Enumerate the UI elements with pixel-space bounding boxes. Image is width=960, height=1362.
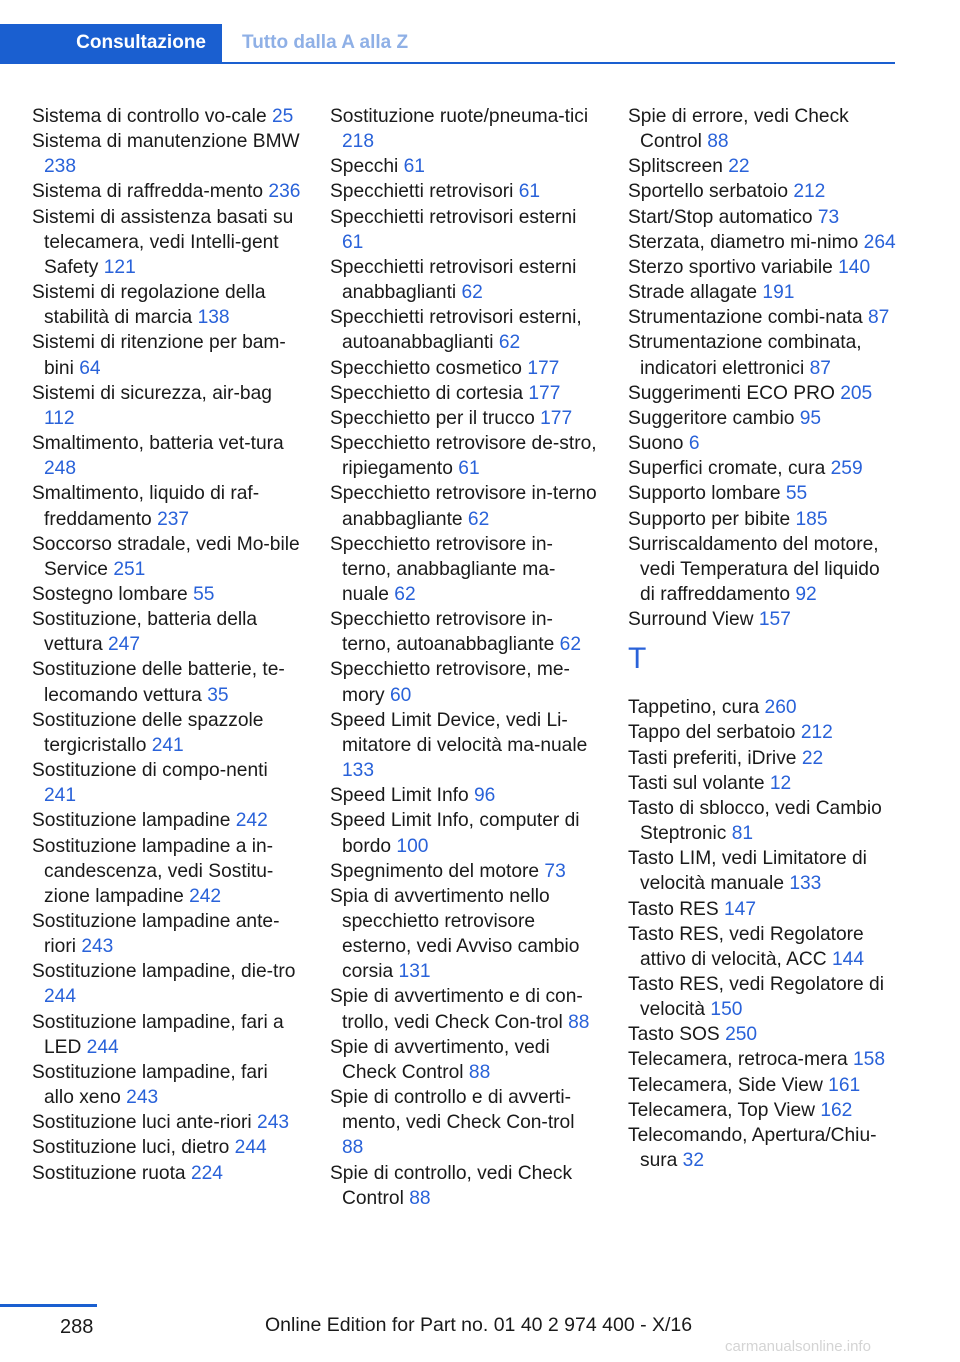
index-entry [330, 205, 600, 255]
index-entry [32, 431, 302, 481]
index-entry [628, 607, 898, 632]
page-link[interactable]: 133 [342, 760, 375, 782]
index-entry [628, 897, 898, 922]
index-entry-text: Tasto SOS [628, 1024, 720, 1046]
page-link[interactable]: 260 [764, 697, 797, 719]
tab-tutto-dalla-a-alla-z[interactable]: Tutto dalla A alla Z [242, 32, 409, 53]
page-link[interactable]: 236 [268, 181, 301, 203]
index-entry-text: Sterzata, diametro mi-nimo [628, 231, 859, 253]
page-link[interactable]: 205 [840, 382, 873, 404]
index-entry [628, 406, 898, 431]
index-entry [32, 205, 302, 280]
page-link[interactable]: 81 [731, 823, 754, 845]
index-entry-text: Sostituzione lampadine [32, 810, 231, 832]
edition-info: Online Edition for Part no. 01 40 2 974 400 - X/16 [265, 1314, 693, 1336]
page-link[interactable]: 162 [820, 1099, 853, 1121]
index-entry [628, 507, 898, 532]
page-link[interactable]: 150 [710, 999, 743, 1021]
index-entry [628, 154, 898, 179]
index-column-1 [32, 104, 302, 1186]
index-entry-text: Surriscaldamento del motore, vedi Temperatura del liquido di raffreddamento [628, 533, 880, 605]
page-header [0, 24, 895, 64]
index-entry [628, 205, 898, 230]
index-entry-text: Specchietto cosmetico [330, 357, 522, 379]
page-link[interactable]: 244 [44, 986, 77, 1008]
index-entry-text: Specchietto retrovisore in-terno anabbagliante [330, 483, 597, 530]
index-entry-text: Tasto di sblocco, vedi Cambio Steptronic [628, 797, 882, 845]
index-entry [330, 305, 600, 355]
page-link[interactable]: 60 [389, 684, 412, 706]
page-link[interactable]: 212 [800, 722, 833, 744]
index-entry-text: Tasto LIM, vedi Limitatore di velocità manuale [628, 848, 867, 895]
index-entry-text: Soccorso stradale, vedi Mo-bile Service [32, 533, 300, 580]
page-link[interactable]: 64 [79, 357, 101, 379]
page-link[interactable]: 87 [867, 307, 890, 329]
index-entry-text: Speed Limit Info [330, 785, 469, 807]
page-link[interactable]: 238 [44, 156, 77, 178]
page-link[interactable]: 95 [799, 407, 822, 429]
index-entry [32, 708, 302, 758]
index-entry [32, 582, 302, 607]
index-entry-text: Sistemi di assistenza basati su telecamera, vedi Intelli-gent Safety [32, 206, 294, 278]
index-entry [330, 406, 600, 431]
index-entry-text: Strumentazione combi-nata [628, 307, 863, 329]
index-entry [330, 657, 600, 707]
index-entry [32, 1060, 302, 1110]
index-entry [628, 1073, 898, 1098]
page-link[interactable]: 140 [838, 256, 871, 278]
index-entry [32, 129, 302, 179]
page-link[interactable]: 62 [498, 332, 521, 354]
page-link[interactable]: 121 [103, 256, 136, 278]
index-entry [330, 255, 600, 305]
index-entry [32, 959, 302, 1009]
index-entry [330, 532, 600, 607]
index-entry [330, 104, 600, 154]
index-entry [330, 431, 600, 481]
index-entry [330, 154, 600, 179]
page-link[interactable]: 244 [86, 1036, 119, 1058]
page-link[interactable]: 88 [468, 1061, 491, 1083]
page-link[interactable]: 35 [207, 684, 229, 706]
index-entry-text: Sistema di controllo vo-cale [32, 106, 267, 127]
index-entry-text: Smaltimento, batteria vet-tura [32, 433, 284, 455]
index-entry [32, 381, 302, 431]
page-link[interactable]: 259 [830, 458, 863, 480]
page-link[interactable]: 241 [44, 785, 77, 807]
index-entry-text: Spie di controllo, vedi Check Control [330, 1162, 573, 1209]
index-entry [628, 695, 898, 720]
page-link[interactable]: 61 [342, 231, 364, 253]
index-entry [32, 909, 302, 959]
index-entry [330, 481, 600, 531]
index-entry-text: Superfici cromate, cura [628, 458, 826, 480]
index-entry [628, 431, 898, 456]
index-entry-text: Tappo del serbatoio [628, 722, 796, 744]
index-entry [32, 657, 302, 707]
index-entry [32, 280, 302, 330]
page-link[interactable]: 133 [789, 873, 822, 895]
index-entry [628, 796, 898, 846]
index-entry-text: Spegnimento del motore [330, 860, 540, 882]
index-entry [628, 1047, 898, 1072]
index-entry [628, 922, 898, 972]
index-entry [330, 179, 600, 204]
index-column-3 [628, 104, 898, 1173]
page-link[interactable]: 87 [809, 357, 831, 379]
index-entry-text: Specchietto retrovisore in-terno, autoanabbagliante [330, 609, 555, 656]
page-link[interactable]: 61 [403, 156, 425, 178]
index-entry [32, 179, 302, 204]
index-entry [330, 381, 600, 406]
page-link[interactable]: 6 [688, 433, 700, 455]
index-entry-text: Specchi [330, 156, 399, 178]
index-entry-text: Sostituzione lampadine, fari allo xeno [32, 1061, 268, 1109]
index-entry-text: Sistema di raffredda-mento [32, 181, 264, 203]
page-link[interactable]: 243 [81, 936, 114, 958]
index-entry [32, 104, 302, 129]
page-link[interactable]: 177 [527, 357, 560, 379]
page-link[interactable]: 147 [724, 898, 757, 920]
page-link[interactable]: 218 [342, 131, 375, 153]
index-entry-text: Start/Stop automatico [628, 206, 813, 228]
page-link[interactable]: 96 [474, 785, 496, 807]
index-entry-text: Specchietti retrovisori [330, 181, 514, 203]
index-entry [32, 808, 302, 833]
index-entry-text: Sostituzione lampadine, fari a LED [32, 1011, 284, 1058]
index-entry [32, 607, 302, 657]
index-entry-text: Suggeritore cambio [628, 407, 795, 429]
index-entry [330, 607, 600, 657]
page-link[interactable]: 12 [769, 772, 792, 794]
index-entry [32, 1135, 302, 1160]
page-link[interactable]: 62 [559, 634, 581, 656]
index-entry-text: Sostituzione, batteria della vettura [32, 609, 258, 656]
page-link[interactable]: 62 [394, 583, 416, 605]
index-entry-text: Sterzo sportivo variabile [628, 256, 833, 278]
index-entry-text: Telecamera, Top View [628, 1099, 815, 1121]
index-entry-text: Spie di controllo e di avverti-mento, vedi Check Con-trol [330, 1087, 575, 1134]
index-entry-text: Sostituzione ruote/pneuma-tici [330, 106, 589, 127]
page-link[interactable]: 241 [151, 734, 184, 756]
index-entry-text: Sistemi di ritenzione per bam-bini [32, 332, 286, 379]
index-entry [32, 1010, 302, 1060]
index-entry-text: Surround View [628, 609, 754, 631]
page-link[interactable]: 88 [568, 1011, 590, 1033]
index-entry-text: Smaltimento, liquido di raf-freddamento [32, 483, 260, 530]
index-entry [628, 280, 898, 305]
index-entry-text: Tasto RES [628, 898, 719, 920]
index-entry [628, 972, 898, 1022]
page-link[interactable]: 177 [540, 407, 573, 429]
index-entry [628, 230, 898, 255]
index-entry [32, 330, 302, 380]
index-entry [32, 532, 302, 582]
index-entry-text: Strumentazione combinata, indicatori elettronici [628, 332, 862, 379]
page-link[interactable]: 73 [817, 206, 840, 228]
page-link[interactable]: 62 [461, 282, 483, 304]
index-entry-text: Speed Limit Device, vedi Li-mitatore di velocità ma-nuale [330, 709, 588, 756]
index-column-2 [330, 104, 600, 1211]
page-link[interactable]: 88 [342, 1137, 364, 1159]
page-link[interactable]: 131 [398, 961, 431, 983]
index-entry [330, 808, 600, 858]
index-entry [628, 179, 898, 204]
page-link[interactable]: 250 [725, 1024, 758, 1046]
index-entry-text: Sistema di manutenzione BMW [32, 131, 300, 153]
index-entry-text: Tasto RES, vedi Regolatore di velocità [628, 974, 884, 1021]
index-entry-text: Spie di avvertimento, vedi Check Control [330, 1036, 550, 1083]
page-link[interactable]: 251 [113, 558, 146, 580]
index-entry [32, 1161, 302, 1186]
index-entry-text: Specchietto retrovisore de-stro, ripiegamento [330, 433, 597, 480]
index-entry [32, 758, 302, 808]
page-link[interactable]: 237 [157, 508, 190, 530]
page-link[interactable]: 161 [828, 1074, 861, 1096]
index-entry [628, 1098, 898, 1123]
page-link[interactable]: 242 [189, 885, 222, 907]
page-link[interactable]: 100 [396, 835, 429, 857]
index-entry-text: Sostituzione lampadine a in-candescenza, vedi Sostitu-zione lampadine [32, 835, 274, 907]
index-entry-text: Tasto RES, vedi Regolatore attivo di velocità, ACC [628, 923, 864, 970]
index-column-3-s-entries [628, 104, 898, 632]
index-entry-text: Sostituzione luci, dietro [32, 1137, 230, 1159]
index-entry-text: Sostituzione luci ante-riori [32, 1112, 252, 1134]
page-link[interactable]: 243 [126, 1087, 159, 1109]
watermark: carmanualsonline.info [725, 1338, 871, 1355]
index-entry-text: Sostituzione delle spazzole tergicristallo [32, 709, 264, 756]
page-link[interactable]: 73 [544, 860, 566, 882]
page-link[interactable]: 61 [518, 181, 541, 203]
index-entry-text: Specchietto di cortesia [330, 382, 524, 404]
index-entry [330, 708, 600, 783]
index-entry [628, 330, 898, 380]
index-entry [628, 305, 898, 330]
index-entry [32, 834, 302, 909]
index-entry-text: Specchietto retrovisore in-terno, anabbagliante ma-nuale [330, 533, 556, 605]
tab-consultazione[interactable]: Consultazione [0, 24, 222, 62]
index-entry [628, 1022, 898, 1047]
page-link[interactable]: 22 [801, 747, 824, 769]
index-entry-text: Supporto lombare [628, 483, 781, 505]
index-entry [330, 783, 600, 808]
page-link[interactable]: 191 [762, 282, 795, 304]
page-number: 288 [60, 1316, 94, 1338]
index-entry-text: Strade allagate [628, 282, 758, 304]
page-link[interactable]: 62 [467, 508, 490, 530]
page-link[interactable]: 212 [793, 181, 826, 203]
index-entry [628, 381, 898, 406]
index-entry-text: Sostituzione lampadine, die-tro [32, 961, 296, 983]
index-entry-text: Spie di avvertimento e di con-trollo, vedi Check Con-trol [330, 986, 583, 1033]
page-link[interactable]: 185 [795, 508, 828, 530]
index-entry-text: Specchietto retrovisore, me-mory [330, 659, 570, 706]
index-entry [628, 255, 898, 280]
index-entry [628, 481, 898, 506]
page-link[interactable]: 248 [44, 458, 77, 480]
index-entry [330, 859, 600, 884]
index-entry-text: Telecamera, Side View [628, 1074, 823, 1096]
index-entry-text: Telecomando, Apertura/Chiu-sura [628, 1124, 877, 1172]
index-entry-text: Specchietto per il trucco [330, 407, 535, 429]
index-entry-text: Sportello serbatoio [628, 181, 788, 203]
index-entry-text: Sostituzione ruota [32, 1162, 186, 1184]
page-link[interactable]: 177 [528, 382, 561, 404]
page-link[interactable]: 55 [785, 483, 808, 505]
index-entry-text: Specchietti retrovisori esterni, autoanabbaglianti [330, 307, 582, 354]
index-entry [330, 1035, 600, 1085]
index-section-t-entries [628, 695, 898, 1173]
index-entry-text: Tappetino, cura [628, 697, 760, 719]
index-entry [32, 481, 302, 531]
index-entry-text: Sostituzione delle batterie, te-lecomando vettura [32, 659, 285, 706]
page-link[interactable]: 224 [190, 1162, 223, 1184]
index-entry [330, 1161, 600, 1211]
page-link[interactable]: 242 [235, 810, 268, 832]
page-link[interactable]: 32 [682, 1150, 705, 1172]
page-link[interactable]: 25 [271, 106, 294, 127]
index-entry-text: Specchietti retrovisori esterni anabbaglianti [330, 256, 577, 304]
index-entry-text: Sostituzione di compo-nenti [32, 760, 268, 782]
index-entry-text: Supporto per bibite [628, 508, 791, 530]
index-entry-text: Tasti preferiti, iDrive [628, 747, 797, 769]
index-entry-text: Suono [628, 433, 684, 455]
index-entry [330, 1085, 600, 1160]
index-entry-text: Tasti sul volante [628, 772, 765, 794]
index-entry-text: Telecamera, retroca-mera [628, 1049, 848, 1071]
page-link[interactable]: 264 [863, 231, 896, 253]
page-link[interactable]: 55 [193, 583, 215, 605]
page-link[interactable]: 243 [257, 1112, 290, 1134]
index-entry [32, 1110, 302, 1135]
index-entry [628, 746, 898, 771]
section-letter-t: T [628, 642, 647, 676]
index-entry-text: Suggerimenti ECO PRO [628, 382, 835, 404]
page-link[interactable]: 88 [707, 131, 729, 153]
footer-rule [0, 1304, 97, 1307]
index-entry-text: Spie di errore, vedi Check Control [628, 106, 849, 153]
index-entry [628, 720, 898, 745]
index-entry [628, 1123, 898, 1173]
index-entry-text: Sostituzione lampadine ante-riori [32, 911, 280, 958]
index-entry [330, 356, 600, 381]
index-entry [330, 884, 600, 985]
index-entry [628, 771, 898, 796]
page-link[interactable]: 158 [853, 1049, 886, 1071]
index-entry [330, 984, 600, 1034]
index-entry [628, 532, 898, 607]
page-link[interactable]: 138 [197, 307, 230, 329]
index-entry [628, 104, 898, 154]
index-entry-text: Sistemi di sicurezza, air-bag [32, 382, 272, 404]
page-link[interactable]: 112 [44, 407, 75, 429]
index-entry-text: Spia di avvertimento nello specchietto retrovisore esterno, vedi Avviso cambio corsia [330, 885, 580, 983]
page-link[interactable]: 244 [234, 1137, 267, 1159]
index-entry [628, 846, 898, 896]
index-entry-text: Specchietti retrovisori esterni [330, 206, 577, 228]
page-link[interactable]: 22 [728, 156, 750, 178]
index-entry-text: Sostegno lombare [32, 583, 188, 605]
page-link[interactable]: 61 [458, 458, 480, 480]
page-link[interactable]: 88 [409, 1187, 431, 1209]
index-entry-text: Speed Limit Info, computer di bordo [330, 810, 580, 857]
page-link[interactable]: 144 [831, 948, 864, 970]
index-entry-text: Splitscreen [628, 156, 723, 178]
index-entry [628, 456, 898, 481]
index-entry-text: Sistemi di regolazione della stabilità di marcia [32, 282, 266, 329]
page-link[interactable]: 92 [795, 583, 817, 605]
page-link[interactable]: 247 [108, 634, 141, 656]
page-link[interactable]: 157 [758, 609, 791, 631]
